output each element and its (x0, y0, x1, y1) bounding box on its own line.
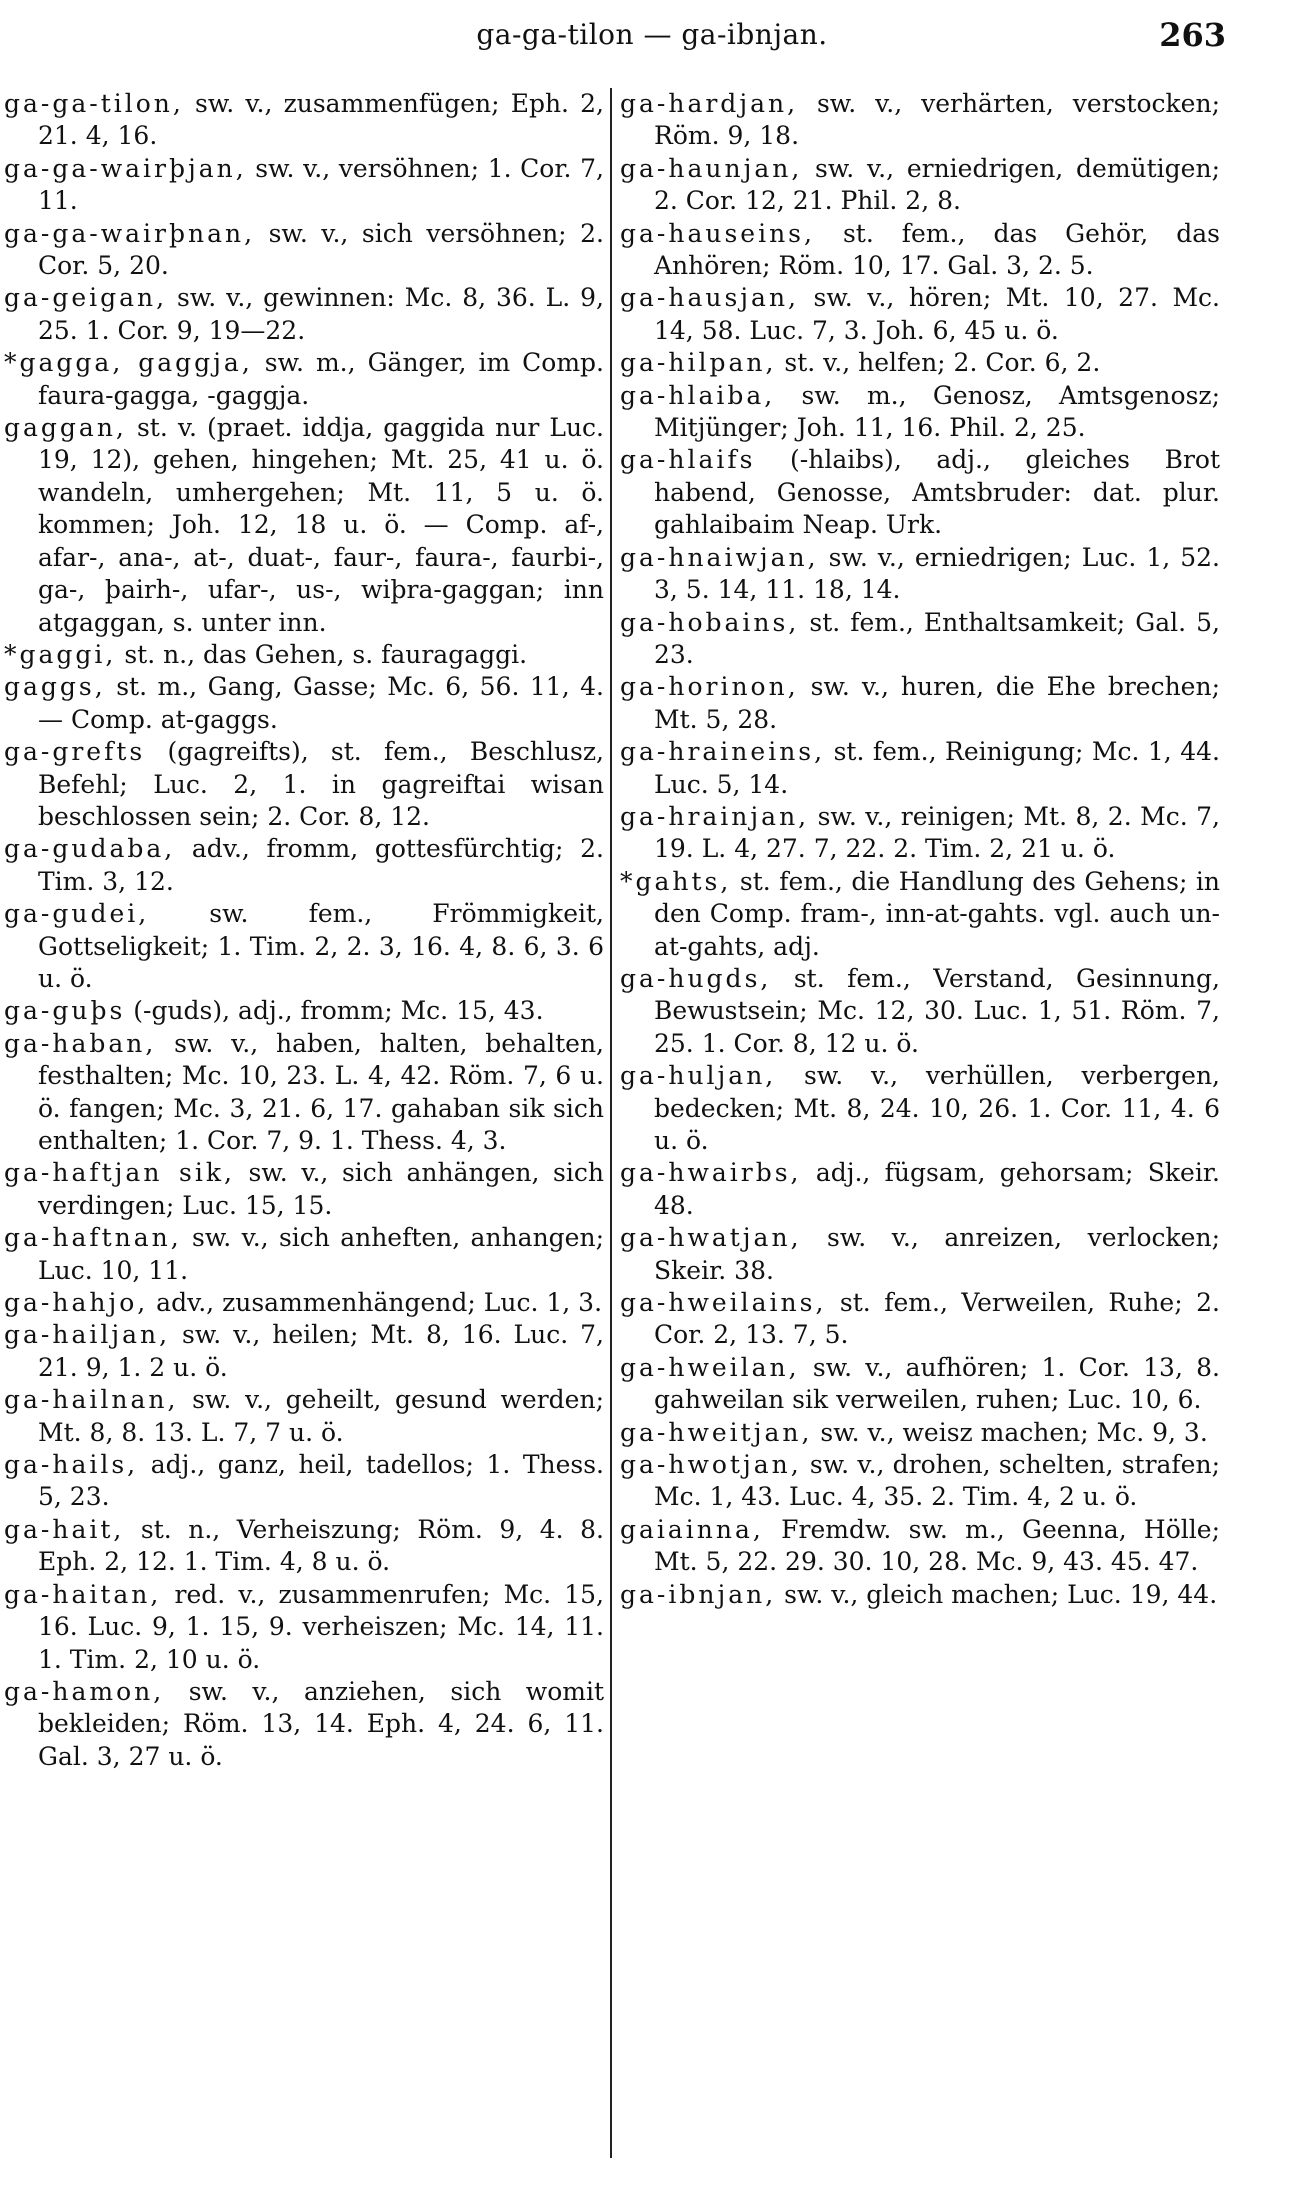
dictionary-entry (620, 866, 1220, 963)
dictionary-entry (620, 1514, 1220, 1579)
dictionary-entry (4, 1028, 604, 1158)
dictionary-entry (4, 347, 604, 412)
entry-definition: sw. v., gewinnen: Mc. 8, 36. L. 9, 25. 1. Cor. 9, 19—22. (38, 283, 604, 345)
entry-definition: adv., fromm, gottesfürchtig; 2. Tim. 3, 12. (38, 834, 604, 896)
column-divider (610, 88, 612, 2158)
entry-headword: ga-haftjan sik, (4, 1158, 235, 1188)
entry-headword: *gaggi, (4, 639, 117, 669)
entry-headword: ga-hilpan, (620, 348, 777, 378)
page-number: 263 (1159, 16, 1226, 54)
entry-headword: ga-hwotjan, (620, 1450, 802, 1480)
entry-headword: ga-hobains, (620, 607, 800, 637)
dictionary-entry (4, 639, 604, 671)
entry-headword: ga-hailnan, (4, 1385, 179, 1415)
entry-definition: st. fem., Reinigung; Mc. 1, 44. Luc. 5, 14. (654, 737, 1220, 799)
entry-definition: sw. v., haben, halten, behalten, festhalten; Mc. 10, 23. L. 4, 42. Röm. 7, 6 u. ö. fangen; Mc. 3, 21. 6, 17. gahaban sik sich enthalten; 1. Cor. 7, 9. 1. Thess. 4, 3. (38, 1028, 604, 1155)
dictionary-entry (620, 1352, 1220, 1417)
entry-definition: sw. v., sich versöhnen; 2. Cor. 5, 20. (38, 218, 604, 281)
entry-definition: st. fem., Verweilen, Ruhe; 2. Cor. 2, 13. 7, 5. (654, 1288, 1220, 1350)
dictionary-entry (620, 1287, 1220, 1352)
entry-definition: red. v., zusammenrufen; Mc. 15, 16. Luc. 9, 1. 15, 9. verheiszen; Mc. 14, 11. 1. Tim. 2, 10 u. ö. (38, 1579, 604, 1674)
entry-headword: ga-hweilan, (620, 1352, 800, 1382)
dictionary-entry (4, 1514, 604, 1579)
dictionary-entry (620, 963, 1220, 1060)
entry-definition: sw. v., versöhnen; 1. Cor. 7, 11. (38, 153, 604, 216)
entry-definition: adv., zusammenhängend; Luc. 1, 3. (156, 1288, 603, 1318)
dictionary-entry (4, 1579, 604, 1676)
entry-definition: sw. v., verhärten, verstocken; Röm. 9, 18. (654, 89, 1220, 151)
running-title: ga-ga-tilon — ga-ibnjan. (476, 18, 828, 51)
dictionary-entry (4, 1157, 604, 1222)
entry-definition: sw. v., hören; Mt. 10, 27. Mc. 14, 58. Luc. 7, 3. Joh. 6, 45 u. ö. (654, 283, 1220, 345)
entry-definition: Fremdw. sw. m., Geenna, Hölle; Mt. 5, 22. 29. 30. 10, 28. Mc. 9, 43. 45. 47. (654, 1514, 1220, 1577)
dictionary-entry (620, 380, 1220, 445)
dictionary-entry (620, 444, 1220, 541)
entry-headword: gaggan, (4, 413, 127, 443)
entry-definition: sw. v., erniedrigen, demütigen; 2. Cor. 12, 21. Phil. 2, 8. (654, 153, 1220, 216)
entry-definition: st. fem., das Gehör, das Anhören; Röm. 10, 17. Gal. 3, 2. 5. (654, 218, 1220, 281)
dictionary-entry (620, 1060, 1220, 1157)
entry-headword: ga-hwairbs, (620, 1158, 802, 1188)
entry-headword: ga-ga-tilon, (4, 89, 184, 118)
dictionary-entry (4, 1449, 604, 1514)
entry-definition: sw. v., anziehen, sich womit bekleiden; Röm. 13, 14. Eph. 4, 24. 6, 11. Gal. 3, 27 u. ö. (38, 1676, 604, 1771)
entry-headword: ga-hraineins, (620, 737, 826, 767)
entry-headword: ga-haban, (4, 1028, 157, 1058)
dictionary-entry (620, 347, 1220, 379)
entry-definition: st. n., das Gehen, s. fauragaggi. (124, 639, 528, 669)
entry-headword: ga-hlaiba, (620, 380, 776, 410)
entry-headword: ga-hausjan, (620, 283, 799, 313)
entry-definition: adj., fügsam, gehorsam; Skeir. 48. (654, 1158, 1220, 1220)
entry-definition: adj., ganz, heil, tadellos; 1. Thess. 5, 23. (38, 1450, 604, 1512)
entry-definition: sw. m., Gänger, im Comp. faura-gagga, -gaggja. (38, 348, 604, 410)
entry-definition: st. m., Gang, Gasse; Mc. 6, 56. 11, 4. — Comp. at-gaggs. (38, 672, 604, 734)
dictionary-entry (620, 88, 1220, 153)
entry-definition: sw. m., Genosz, Amtsgenosz; Mitjünger; Joh. 11, 16. Phil. 2, 25. (654, 380, 1220, 443)
entry-headword: ga-geigan, (4, 283, 168, 313)
dictionary-entry (620, 671, 1220, 736)
entry-headword: ga-hweitjan, (620, 1417, 813, 1447)
entry-headword: ga-haunjan, (620, 153, 803, 183)
dictionary-columns (0, 88, 1304, 2168)
dictionary-entry (4, 1287, 604, 1319)
entry-definition: st. fem., Enthaltsamkeit; Gal. 5, 23. (654, 607, 1220, 669)
entry-definition: sw. v., geheilt, gesund werden; Mt. 8, 8. 13. L. 7, 7 u. ö. (38, 1385, 604, 1447)
entry-definition: sw. v., zusammenfügen; Eph. 2, 21. 4, 16. (38, 89, 604, 151)
dictionary-entry (4, 898, 604, 995)
entry-definition: (-guds), adj., fromm; Mc. 15, 43. (133, 996, 544, 1026)
entry-headword: ga-hwatjan, (620, 1223, 802, 1253)
dictionary-entry (620, 218, 1220, 283)
dictionary-entry (620, 542, 1220, 607)
dictionary-entry (4, 88, 604, 153)
dictionary-entry (4, 995, 604, 1027)
entry-headword: *gagga, gaggja, (4, 348, 253, 378)
dictionary-entry (620, 1222, 1220, 1287)
entry-definition: sw. v., aufhören; 1. Cor. 13, 8. gahweilan sik verweilen, ruhen; Luc. 10, 6. (654, 1352, 1220, 1415)
dictionary-entry (4, 153, 604, 218)
dictionary-entry (620, 801, 1220, 866)
entry-headword: ga-hailjan, (4, 1320, 171, 1350)
entry-definition: sw. v., heilen; Mt. 8, 16. Luc. 7, 21. 9, 1. 2 u. ö. (38, 1320, 604, 1382)
dictionary-entry (620, 1579, 1220, 1611)
entry-headword: *gahts, (620, 866, 732, 896)
entry-definition: st. fem., die Handlung des Gehens; in den Comp. fram-, inn-at-gahts. vgl. auch un-at-gahts, adj. (654, 866, 1220, 961)
dictionary-entry (4, 1319, 604, 1384)
dictionary-entry (620, 282, 1220, 347)
entry-headword: ga-horinon, (620, 672, 799, 702)
entry-definition: (gagreifts), st. fem., Beschlusz, Befehl; Luc. 2, 1. in gagreiftai wisan beschlossen sein; 2. Cor. 8, 12. (38, 737, 604, 831)
entry-headword: ga-ga-wairþjan, (4, 153, 247, 183)
right-column (620, 88, 1220, 2168)
entry-definition: st. v., helfen; 2. Cor. 6, 2. (784, 348, 1101, 378)
entry-definition: sw. v., huren, die Ehe brechen; Mt. 5, 28. (654, 672, 1220, 734)
entry-headword: ga-hait, (4, 1514, 125, 1544)
entry-definition: sw. v., drohen, schelten, strafen; Mc. 1, 43. Luc. 4, 35. 2. Tim. 4, 2 u. ö. (654, 1450, 1220, 1512)
entry-headword: ga-hahjo, (4, 1288, 149, 1318)
entry-definition: sw. v., reinigen; Mt. 8, 2. Mc. 7, 19. L. 4, 27. 7, 22. 2. Tim. 2, 21 u. ö. (654, 801, 1220, 864)
entry-headword: ga-guþs (4, 996, 126, 1026)
dictionary-entry (4, 671, 604, 736)
entry-headword: ga-hardjan, (620, 89, 799, 118)
entry-definition: st. v. (praet. iddja, gaggida nur Luc. 19, 12), gehen, hingehen; Mt. 25, 41 u. ö. wandeln, umhergehen; Mt. 11, 5 u. ö. kommen; Joh. 12, 18 u. ö. — Comp. af-, afar-, ana-, at-, duat-, faur-, faura-, faurbi-, ga-, þairh-, ufar-, us-, wiþra-gaggan; inn atgaggan, s. unter inn. (38, 413, 604, 637)
dictionary-entry (4, 282, 604, 347)
entry-headword: gaggs, (4, 672, 106, 702)
entry-headword: ga-gudaba, (4, 834, 176, 864)
entry-headword: ga-hweilains, (620, 1288, 827, 1318)
dictionary-entry (4, 1676, 604, 1773)
entry-headword: ga-huljan, (620, 1061, 777, 1091)
entry-definition: sw. v., verhüllen, verbergen, bedecken; Mt. 8, 24. 10, 26. 1. Cor. 11, 4. 6 u. ö. (654, 1061, 1220, 1155)
entry-definition: st. fem., Verstand, Gesinnung, Bewustsein; Mc. 12, 30. Luc. 1, 51. Röm. 7, 25. 1. Cor. 8, 12 u. ö. (654, 963, 1220, 1058)
entry-headword: ga-gudei, (4, 899, 150, 929)
entry-headword: ga-hamon, (4, 1676, 165, 1706)
dictionary-entry (4, 1222, 604, 1287)
dictionary-entry (620, 153, 1220, 218)
dictionary-entry (4, 736, 604, 833)
dictionary-entry (620, 607, 1220, 672)
dictionary-entry (4, 218, 604, 283)
entry-definition: sw. v., weisz machen; Mc. 9, 3. (820, 1417, 1208, 1447)
entry-headword: ga-ga-wairþnan, (4, 218, 256, 248)
entry-headword: ga-hnaiwjan, (620, 542, 819, 572)
entry-headword: ga-hugds, (620, 963, 772, 993)
entry-headword: ga-haitan, (4, 1579, 162, 1609)
entry-definition: sw. v., anreizen, verlocken; Skeir. 38. (654, 1223, 1220, 1285)
entry-definition: sw. fem., Frömmigkeit, Gottseligkeit; 1. Tim. 2, 2. 3, 16. 4, 8. 6, 3. 6 u. ö. (38, 899, 604, 993)
dictionary-entry (4, 1384, 604, 1449)
entry-headword: ga-hrainjan, (620, 801, 810, 831)
entry-definition: st. n., Verheiszung; Röm. 9, 4. 8. Eph. 2, 12. 1. Tim. 4, 8 u. ö. (38, 1514, 604, 1577)
dictionary-entry (620, 736, 1220, 801)
entry-definition: sw. v., erniedrigen; Luc. 1, 52. 3, 5. 14, 11. 18, 14. (654, 542, 1220, 605)
entry-headword: ga-ibnjan, (620, 1579, 777, 1609)
entry-headword: ga-hauseins, (620, 218, 815, 248)
dictionary-entry (4, 833, 604, 898)
entry-headword: ga-haftnan, (4, 1223, 182, 1253)
dictionary-entry (4, 412, 604, 639)
entry-headword: ga-hails, (4, 1450, 139, 1480)
entry-definition: sw. v., sich anheften, anhangen; Luc. 10, 11. (38, 1223, 604, 1285)
entry-definition: sw. v., sich anhängen, sich verdingen; Luc. 15, 15. (38, 1158, 604, 1220)
dictionary-entry (620, 1449, 1220, 1514)
dictionary-entry (620, 1417, 1220, 1449)
entry-definition: (-hlaibs), adj., gleiches Brot habend, Genosse, Amtsbruder: dat. plur. gahlaibaim Neap. Urk. (654, 445, 1220, 540)
entry-headword: gaiainna, (620, 1514, 764, 1544)
entry-headword: ga-hlaifs (620, 445, 756, 475)
dictionary-entry (620, 1157, 1220, 1222)
left-column (4, 88, 604, 2168)
entry-headword: ga-grefts (4, 737, 146, 767)
entry-definition: sw. v., gleich machen; Luc. 19, 44. (784, 1579, 1218, 1609)
